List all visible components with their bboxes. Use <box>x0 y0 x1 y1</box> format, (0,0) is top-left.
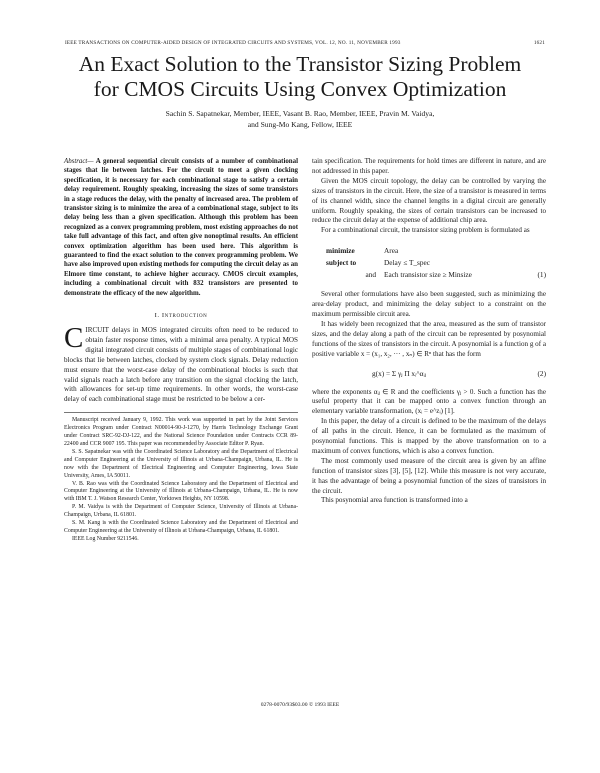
running-head <box>65 40 545 46</box>
footnote: V. B. Rao was with the Coordinated Science Laboratory and the Department of Electrical and Computer Engineering at the University of Illinois at Urbana-Champaign, Urbana, IL. He is now with IBM T. J. Watson Research Center, Yorktown Heights, NY 10598. <box>64 480 298 503</box>
left-column <box>64 157 298 544</box>
drop-cap: C <box>64 322 84 354</box>
paragraph: where the exponents αᵢⱼ ∈ R and the coefficients γⱼ > 0. Such a function has the useful property that it can be mapped onto a convex function through an elementary variable transformation, (xᵢ = e^zᵢ) [1]. <box>312 387 546 416</box>
delay-constraint: Delay ≤ T_spec <box>384 258 431 268</box>
equation-number: (2) <box>537 368 546 378</box>
abstract-lead: Abstract— <box>64 158 94 165</box>
title-line-2: for CMOS Circuits Using Convex Optimization <box>93 77 507 101</box>
title-line-1: An Exact Solution to the Transistor Sizing Problem <box>78 52 522 76</box>
page-number: 1621 <box>533 40 545 46</box>
author-list <box>60 108 540 130</box>
formulation-row <box>326 269 546 281</box>
subject-to-keyword: subject to <box>326 258 357 268</box>
intro-text: IRCUIT delays in MOS integrated circuits often need to be reduced to obtain faster response times, with a minimal area penalty. A typical MOS digital integrated circuit consists of multiple stages of combinational logic blocks that lie between latches, clocked by system clock signals. Delay reduction must ensure that the worst-case delay of the combinational blocks is such that valid signals reach a latch before any transition on the signal clocking the latch, with allowances for set-up time requirements. In other words, the worst-case delay of each combinational stage must be restricted to be below a cer- <box>64 326 298 404</box>
authors-line-2: and Sung-Mo Kang, Fellow, IEEE <box>247 120 353 129</box>
paragraph: The most commonly used measure of the circuit area is given by an affine function of transistor sizes [3], [5], [12]. While this measure is not very accurate, it has the advantage of being a posynomial function of the sizes of transistors in the circuit. <box>312 456 546 495</box>
section-heading-introduction: I. Introduction <box>154 312 208 320</box>
equation-expression: g(x) = Σ γⱼ Π xᵢ^αᵢⱼ <box>372 368 426 378</box>
footnotes <box>64 412 298 544</box>
footnote: S. M. Kang is with the Coordinated Science Laboratory and the Department of Electrical and Computer Engineering at the University of Illinois at Urbana-Champaign, Urbana, IL 61801. <box>64 520 298 534</box>
paragraph: This posynomial area function is transformed into a <box>321 496 468 505</box>
paragraph: It has widely been recognized that the area, measured as the sum of transistor sizes, and the delay along a path of the circuit can be represented by posynomial functions of the sizes of transistors in the circuit. A posynomial is a function g of a positive variable x = (x₁, x₂, ··· , xₙ) ∈ Rⁿ that has the form <box>312 319 546 358</box>
paragraph: Given the MOS circuit topology, the delay can be controlled by varying the sizes of transistors in the circuit. Here, the size of a transistor is measured in terms of its channel width, since the channel lengths in a digital circuit are generally uniform. Roughly speaking, the sizes of certain transistors can be increased to reduce the circuit delay at the expense of additional chip area. <box>312 176 546 225</box>
formulation-row <box>326 245 546 257</box>
equation-number: (1) <box>537 270 546 280</box>
paragraph: Several other formulations have also been suggested, such as minimizing the area·delay product, and minimizing the delay subject to a constraint on the maximum permissible circuit area. <box>312 290 546 319</box>
copyright-line: 0278-0070/93$03.00 © 1993 IEEE <box>260 702 340 708</box>
right-column <box>312 157 546 506</box>
paragraph: tain specification. The requirements for hold times are different in nature, and are not addressed in this paper. <box>312 157 546 175</box>
paragraph: For a combinational circuit, the transistor sizing problem is formulated as <box>321 226 530 235</box>
size-constraint: Each transistor size ≥ Minsize <box>384 270 472 280</box>
optimization-formulation <box>326 245 546 281</box>
formulation-row <box>326 257 546 269</box>
minimize-keyword: minimize <box>326 246 355 256</box>
objective: Area <box>384 246 399 256</box>
posynomial-equation <box>312 369 546 379</box>
intro-paragraph <box>64 322 298 405</box>
journal-name: IEEE TRANSACTIONS ON COMPUTER-AIDED DESIGN OF INTEGRATED CIRCUITS AND SYSTEMS, VOL. 12, NO. 11, NOVEMBER 1993 <box>65 40 401 46</box>
paragraph: In this paper, the delay of a circuit is defined to be the maximum of the delays of all paths in the circuit. Hence, it can be formulated as the maximum of posynomial functions. This is mapped by the above transformation on to a maximum of convex functions, which is also a convex function. <box>312 417 546 455</box>
footnote: P. M. Vaidya is with the Department of Computer Science, University of Illinois at Urbana-Champaign, Urbana, IL 61801. <box>64 504 298 519</box>
footnote: S. S. Sapatnekar was with the Coordinated Science Laboratory and the Department of Electrical and Computer Engineering at the University of Illinois at Urbana-Champaign, Urbana, IL. He is now with the Department of Electrical Engineering and Computer Engineering, Iowa State University, Ames, IA 50011. <box>64 448 298 479</box>
and-keyword: and <box>365 270 376 280</box>
authors-line-1: Sachin S. Sapatnekar, Member, IEEE, Vasant B. Rao, Member, IEEE, Pravin M. Vaidya, <box>165 109 435 118</box>
footnote: IEEE Log Number 9211546. <box>72 535 139 542</box>
footnote: Manuscript received January 9, 1992. This work was supported in part by the Joint Services Electronics Program under Contract N00014-90-J-1270, by Harris Technology Exchange Grant under Contract SRC-92-DJ-122, and the National Science Foundation under Contracts CCR 89-22400 and CCR 9007 195. This paper was recommended by Associate Editor P. Ryan. <box>64 417 298 447</box>
abstract <box>64 157 298 298</box>
abstract-text: A general sequential circuit consists of a number of combinational stages that lie between latches. For the circuit to meet a given clocking specification, it is necessary for each combinational stage to satisfy a certain delay requirement. Roughly speaking, increasing the sizes of some transistors in a stage reduces the delay, with the penalty of increased area. The problem of transistor sizing is to minimize the area of a combinational stage, subject to its delay being less than a given specification. Although this problem has been recognized as a convex programming problem, most existing approaches do not take full advantage of this fact, and often give nonoptimal results. An efficient convex optimization algorithm has been used here. This algorithm is guaranteed to find the exact solution to the convex programming problem. We have also improved upon existing methods for computing the circuit delay as an Elmore time constant, to achieve higher accuracy. CMOS circuit examples, including a combinational circuit with 832 transistors are presented to demonstrate the efficacy of the new algorithm. <box>64 158 298 297</box>
paper-title <box>40 52 560 102</box>
